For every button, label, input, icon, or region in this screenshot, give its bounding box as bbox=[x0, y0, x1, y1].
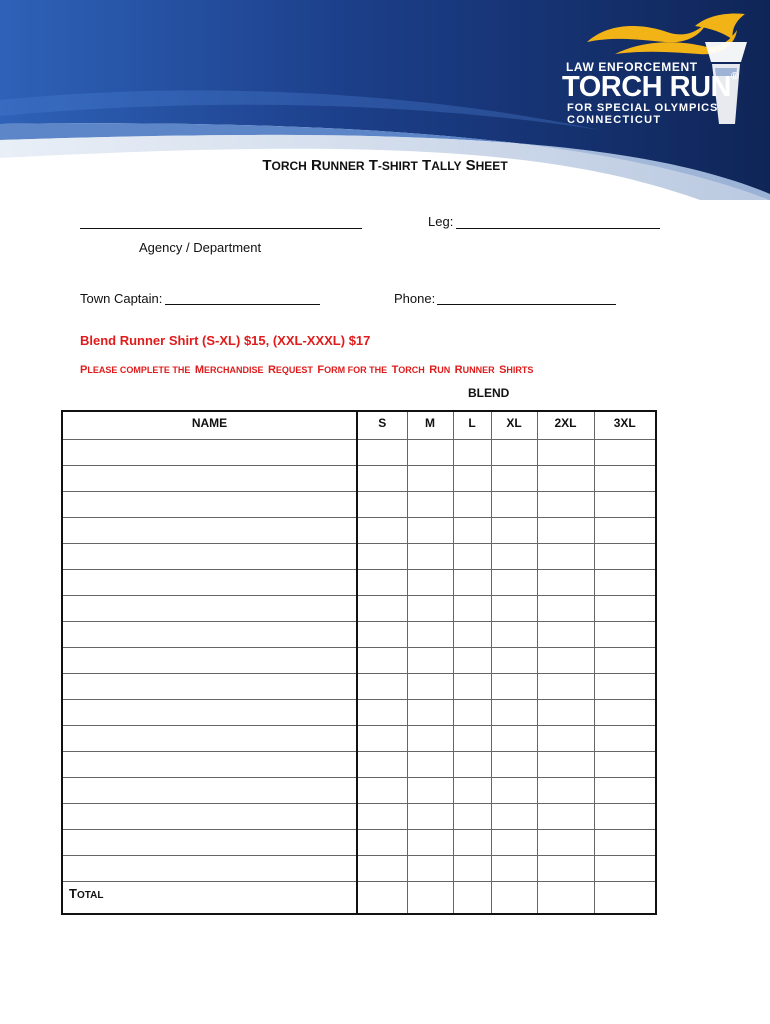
cell-s[interactable] bbox=[357, 674, 407, 700]
cell-3xl[interactable] bbox=[594, 596, 656, 622]
total-row bbox=[62, 882, 656, 915]
cell-3xl[interactable] bbox=[594, 648, 656, 674]
cell-l[interactable] bbox=[453, 596, 491, 622]
cell-name[interactable] bbox=[62, 492, 357, 518]
merch-word-3-cap: R bbox=[267, 364, 276, 376]
cell-m[interactable] bbox=[407, 752, 453, 778]
cell-2xl[interactable] bbox=[537, 518, 594, 544]
cell-xl[interactable] bbox=[491, 648, 537, 674]
table-row bbox=[62, 518, 656, 544]
table-row bbox=[62, 726, 656, 752]
cell-3xl[interactable] bbox=[594, 778, 656, 804]
cell-m[interactable] bbox=[407, 856, 453, 882]
cell-name[interactable] bbox=[62, 778, 357, 804]
cell-l[interactable] bbox=[453, 804, 491, 830]
cell-m[interactable] bbox=[407, 544, 453, 570]
table-row bbox=[62, 752, 656, 778]
cell-s[interactable] bbox=[357, 778, 407, 804]
cell-m[interactable] bbox=[407, 570, 453, 596]
logo-line-special-olympics: FOR SPECIAL OLYMPICS bbox=[567, 102, 719, 114]
phone-label: Phone: bbox=[394, 291, 436, 306]
header-size-l: L bbox=[453, 411, 491, 440]
cell-2xl[interactable] bbox=[537, 804, 594, 830]
cell-m[interactable] bbox=[407, 622, 453, 648]
agency-department-label: Agency / Department bbox=[139, 240, 262, 255]
cell-3xl[interactable] bbox=[594, 544, 656, 570]
merch-word-2-rest: ERCHANDISE bbox=[203, 365, 264, 375]
merch-word-7-cap: R bbox=[454, 364, 463, 376]
blend-group-label: BLEND bbox=[468, 386, 510, 400]
total-cell-xl[interactable] bbox=[491, 882, 537, 915]
cell-name[interactable] bbox=[62, 674, 357, 700]
cell-name[interactable] bbox=[62, 596, 357, 622]
total-cell-3xl[interactable] bbox=[594, 882, 656, 915]
cell-name[interactable] bbox=[62, 518, 357, 544]
cell-l[interactable] bbox=[453, 492, 491, 518]
table-row bbox=[62, 700, 656, 726]
cell-xl[interactable] bbox=[491, 804, 537, 830]
cell-xl[interactable] bbox=[491, 596, 537, 622]
title-word-2-cap: R bbox=[311, 157, 322, 174]
title-word-5-cap: S bbox=[465, 157, 476, 174]
cell-l[interactable] bbox=[453, 778, 491, 804]
cell-3xl[interactable] bbox=[594, 726, 656, 752]
total-cell-s[interactable] bbox=[357, 882, 407, 915]
agency-department-field[interactable] bbox=[80, 228, 362, 229]
table-row bbox=[62, 570, 656, 596]
cell-l[interactable] bbox=[453, 622, 491, 648]
cell-xl[interactable] bbox=[491, 752, 537, 778]
cell-2xl[interactable] bbox=[537, 674, 594, 700]
cell-2xl[interactable] bbox=[537, 700, 594, 726]
table-row bbox=[62, 596, 656, 622]
cell-s[interactable] bbox=[357, 726, 407, 752]
cell-2xl[interactable] bbox=[537, 778, 594, 804]
cell-name[interactable] bbox=[62, 544, 357, 570]
cell-s[interactable] bbox=[357, 492, 407, 518]
cell-3xl[interactable] bbox=[594, 830, 656, 856]
page-title bbox=[0, 157, 770, 174]
cell-3xl[interactable] bbox=[594, 674, 656, 700]
title-word-2-rest: UNNER bbox=[321, 159, 365, 173]
cell-2xl[interactable] bbox=[537, 726, 594, 752]
cell-name[interactable] bbox=[62, 440, 357, 466]
cell-l[interactable] bbox=[453, 830, 491, 856]
table-row bbox=[62, 804, 656, 830]
total-label-rest: OTAL bbox=[76, 890, 104, 901]
title-word-1-cap: T bbox=[262, 157, 272, 174]
cell-3xl[interactable] bbox=[594, 856, 656, 882]
cell-m[interactable] bbox=[407, 648, 453, 674]
title-word-3-rest: -SHIRT bbox=[377, 159, 418, 173]
total-label bbox=[62, 882, 357, 915]
header-size-m: M bbox=[407, 411, 453, 440]
cell-s[interactable] bbox=[357, 518, 407, 544]
total-label-cap: T bbox=[69, 886, 77, 901]
cell-xl[interactable] bbox=[491, 778, 537, 804]
logo-line-law-enforcement: LAW ENFORCEMENT bbox=[566, 60, 698, 74]
cell-2xl[interactable] bbox=[537, 622, 594, 648]
cell-name[interactable] bbox=[62, 804, 357, 830]
title-word-5-rest: HEET bbox=[475, 159, 508, 173]
table-row bbox=[62, 856, 656, 882]
cell-3xl[interactable] bbox=[594, 804, 656, 830]
cell-xl[interactable] bbox=[491, 700, 537, 726]
cell-xl[interactable] bbox=[491, 518, 537, 544]
merch-word-8-cap: S bbox=[499, 364, 507, 376]
table-row bbox=[62, 544, 656, 570]
cell-m[interactable] bbox=[407, 492, 453, 518]
cell-3xl[interactable] bbox=[594, 492, 656, 518]
cell-l[interactable] bbox=[453, 648, 491, 674]
merch-word-8-rest: HIRTS bbox=[506, 365, 534, 375]
cell-s[interactable] bbox=[357, 544, 407, 570]
header-size-s: S bbox=[357, 411, 407, 440]
merch-word-1-cap: P bbox=[80, 364, 88, 376]
merch-word-4-rest: ORM FOR THE bbox=[324, 365, 388, 375]
cell-2xl[interactable] bbox=[537, 440, 594, 466]
cell-s[interactable] bbox=[357, 466, 407, 492]
cell-xl[interactable] bbox=[491, 544, 537, 570]
cell-3xl[interactable] bbox=[594, 752, 656, 778]
cell-2xl[interactable] bbox=[537, 492, 594, 518]
cell-m[interactable] bbox=[407, 726, 453, 752]
table-row bbox=[62, 778, 656, 804]
cell-3xl[interactable] bbox=[594, 570, 656, 596]
cell-3xl[interactable] bbox=[594, 518, 656, 544]
cell-name[interactable] bbox=[62, 648, 357, 674]
merch-word-5-rest: ORCH bbox=[398, 365, 425, 375]
merch-word-6-rest: UN bbox=[437, 365, 451, 375]
cell-s[interactable] bbox=[357, 596, 407, 622]
merch-word-2-cap: M bbox=[194, 364, 204, 376]
cell-name[interactable] bbox=[62, 726, 357, 752]
cell-xl[interactable] bbox=[491, 726, 537, 752]
tally-table bbox=[61, 410, 657, 915]
cell-m[interactable] bbox=[407, 700, 453, 726]
cell-m[interactable] bbox=[407, 440, 453, 466]
cell-m[interactable] bbox=[407, 518, 453, 544]
cell-s[interactable] bbox=[357, 570, 407, 596]
cell-2xl[interactable] bbox=[537, 596, 594, 622]
leg-label: Leg: bbox=[428, 214, 454, 229]
cell-l[interactable] bbox=[453, 752, 491, 778]
merchandise-request-note bbox=[80, 360, 533, 378]
cell-l[interactable] bbox=[453, 440, 491, 466]
cell-s[interactable] bbox=[357, 648, 407, 674]
title-word-4-cap: T bbox=[422, 157, 432, 174]
total-cell-2xl[interactable] bbox=[537, 882, 594, 915]
table-row bbox=[62, 648, 656, 674]
table-row bbox=[62, 622, 656, 648]
cell-name[interactable] bbox=[62, 830, 357, 856]
logo-line-connecticut: CONNECTICUT bbox=[567, 114, 662, 126]
cell-name[interactable] bbox=[62, 700, 357, 726]
cell-2xl[interactable] bbox=[537, 544, 594, 570]
total-cell-m[interactable] bbox=[407, 882, 453, 915]
merch-word-6-cap: R bbox=[429, 364, 438, 376]
tally-body bbox=[62, 440, 656, 915]
table-row bbox=[62, 440, 656, 466]
cell-name[interactable] bbox=[62, 570, 357, 596]
cell-m[interactable] bbox=[407, 778, 453, 804]
cell-s[interactable] bbox=[357, 752, 407, 778]
table-row bbox=[62, 466, 656, 492]
cell-l[interactable] bbox=[453, 466, 491, 492]
cell-l[interactable] bbox=[453, 726, 491, 752]
title-word-3-cap: T bbox=[368, 157, 378, 174]
cell-2xl[interactable] bbox=[537, 830, 594, 856]
cell-l[interactable] bbox=[453, 570, 491, 596]
cell-2xl[interactable] bbox=[537, 466, 594, 492]
cell-xl[interactable] bbox=[491, 674, 537, 700]
cell-s[interactable] bbox=[357, 830, 407, 856]
cell-m[interactable] bbox=[407, 596, 453, 622]
header-size-3xl: 3XL bbox=[594, 411, 656, 440]
total-cell-l[interactable] bbox=[453, 882, 491, 915]
merch-word-5-cap: T bbox=[391, 364, 399, 376]
cell-3xl[interactable] bbox=[594, 700, 656, 726]
cell-l[interactable] bbox=[453, 518, 491, 544]
cell-l[interactable] bbox=[453, 700, 491, 726]
cell-s[interactable] bbox=[357, 622, 407, 648]
merch-word-1-rest: LEASE COMPLETE THE bbox=[87, 365, 191, 375]
cell-m[interactable] bbox=[407, 466, 453, 492]
cell-name[interactable] bbox=[62, 466, 357, 492]
blend-price-note: Blend Runner Shirt (S-XL) $15, (XXL-XXXL) $17 bbox=[80, 333, 371, 348]
cell-s[interactable] bbox=[357, 856, 407, 882]
cell-3xl[interactable] bbox=[594, 440, 656, 466]
cell-xl[interactable] bbox=[491, 466, 537, 492]
merch-word-3-rest: EQUEST bbox=[275, 365, 313, 375]
cell-3xl[interactable] bbox=[594, 466, 656, 492]
leg-field[interactable] bbox=[456, 228, 660, 229]
cell-m[interactable] bbox=[407, 804, 453, 830]
header-size-2xl: 2XL bbox=[537, 411, 594, 440]
logo-line-torch-run bbox=[562, 71, 738, 104]
cell-xl[interactable] bbox=[491, 856, 537, 882]
cell-l[interactable] bbox=[453, 674, 491, 700]
cell-s[interactable] bbox=[357, 804, 407, 830]
cell-l[interactable] bbox=[453, 856, 491, 882]
table-row bbox=[62, 674, 656, 700]
cell-xl[interactable] bbox=[491, 492, 537, 518]
cell-3xl[interactable] bbox=[594, 622, 656, 648]
merch-word-7-rest: UNNER bbox=[462, 365, 495, 375]
registered-mark: ® bbox=[730, 71, 738, 82]
cell-xl[interactable] bbox=[491, 830, 537, 856]
cell-s[interactable] bbox=[357, 440, 407, 466]
title-word-1-rest: ORCH bbox=[271, 159, 307, 173]
town-captain-label: Town Captain: bbox=[80, 291, 163, 306]
town-captain-field[interactable] bbox=[165, 304, 320, 305]
cell-name[interactable] bbox=[62, 752, 357, 778]
table-row bbox=[62, 492, 656, 518]
cell-name[interactable] bbox=[62, 856, 357, 882]
cell-xl[interactable] bbox=[491, 622, 537, 648]
cell-m[interactable] bbox=[407, 830, 453, 856]
cell-s[interactable] bbox=[357, 700, 407, 726]
cell-name[interactable] bbox=[62, 622, 357, 648]
phone-field[interactable] bbox=[437, 304, 616, 305]
cell-2xl[interactable] bbox=[537, 648, 594, 674]
cell-m[interactable] bbox=[407, 674, 453, 700]
logo-torch-run-text: TORCH RUN bbox=[562, 71, 731, 103]
merch-word-4-cap: F bbox=[317, 364, 325, 376]
title-word-4-rest: ALLY bbox=[431, 159, 462, 173]
table-row bbox=[62, 830, 656, 856]
cell-2xl[interactable] bbox=[537, 856, 594, 882]
cell-2xl[interactable] bbox=[537, 752, 594, 778]
table-header-row bbox=[62, 411, 656, 440]
header-size-xl: XL bbox=[491, 411, 537, 440]
cell-xl[interactable] bbox=[491, 440, 537, 466]
cell-l[interactable] bbox=[453, 544, 491, 570]
cell-xl[interactable] bbox=[491, 570, 537, 596]
cell-2xl[interactable] bbox=[537, 570, 594, 596]
header-name: NAME bbox=[62, 411, 357, 440]
